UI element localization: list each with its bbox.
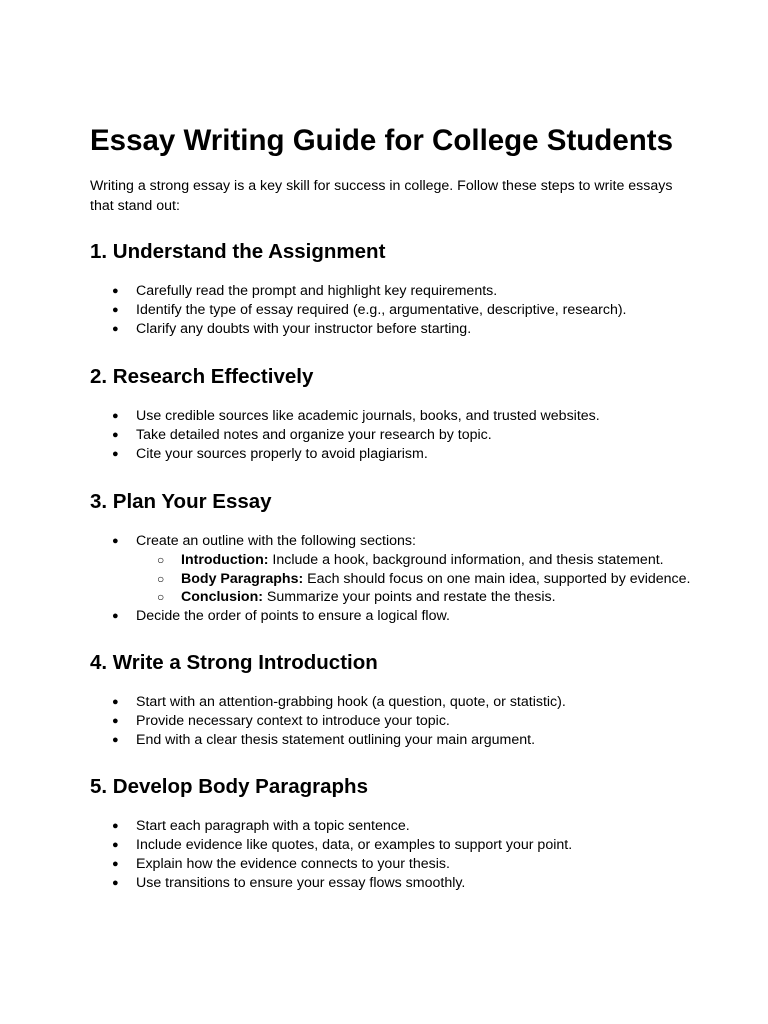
list-item: ● Start each paragraph with a topic sentence. [112,818,410,834]
list-item: ● Take detailed notes and organize your research by topic. [112,427,492,443]
section-strong-introduction [90,649,690,750]
section-heading: 4. Write a Strong Introduction [90,651,378,674]
bullet-icon: ● [112,820,119,832]
list-item: ● Decide the order of points to ensure a logical flow. [112,607,450,624]
section-understand-assignment [90,238,690,339]
sub-bullet-list [136,551,690,607]
section-body-paragraphs [90,773,690,893]
bullet-icon: ● [112,448,119,460]
section-heading: 2. Research Effectively [90,365,314,388]
intro-paragraph: Writing a strong essay is a key skill for success in college. Follow these steps to write essays that stand out: [90,178,673,214]
bullet-icon: ● [112,429,119,441]
page-title: Essay Writing Guide for College Students [90,124,673,157]
bullet-list [90,532,690,626]
list-item: ● Identify the type of essay required (e.g., argumentative, descriptive, research). [112,302,627,318]
sub-list-item: ○ Body Paragraphs: Each should focus on one main idea, supported by evidence. [157,570,691,587]
section-heading: 3. Plan Your Essay [90,490,272,513]
bullet-list [90,282,690,339]
bullet-list [90,693,690,750]
circle-bullet-icon: ○ [157,553,165,567]
bullet-icon: ● [112,734,119,746]
section-heading: 5. Develop Body Paragraphs [90,775,368,798]
list-item: ● Use credible sources like academic journals, books, and trusted websites. [112,408,600,424]
bullet-icon: ● [112,410,119,422]
bullet-icon: ● [112,323,119,335]
bullet-icon: ● [112,609,119,622]
list-item: ● Provide necessary context to introduce your topic. [112,713,450,729]
list-item: ● Create an outline with the following sections: ○ Introduction: Include a hook, background information, and thesis statement. ○ Body Paragraphs: Each should focus on one main idea, supported by evidence. ○ Conclusion: Summarize your points and restate the thesis. [90,532,690,607]
bullet-list [90,407,690,464]
list-item: ● Explain how the evidence connects to your thesis. [112,856,450,872]
list-item: ● Clarify any doubts with your instructor before starting. [112,321,472,337]
circle-bullet-icon: ○ [157,590,165,604]
section-research-effectively [90,363,690,464]
section-plan-essay [90,488,690,626]
bullet-icon: ● [112,839,119,851]
list-item: ● Use transitions to ensure your essay flows smoothly. [112,875,466,891]
section-heading: 1. Understand the Assignment [90,240,386,263]
list-item: ● Cite your sources properly to avoid plagiarism. [112,446,428,462]
bullet-list [90,817,690,893]
sub-list-item: ○ Conclusion: Summarize your points and restate the thesis. [157,589,556,605]
bullet-icon: ● [112,304,119,316]
bullet-icon: ● [112,285,119,297]
bullet-icon: ● [112,715,119,727]
bullet-icon: ● [112,858,119,870]
bullet-icon: ● [112,877,119,889]
bullet-icon: ● [112,535,119,547]
list-item: ● Include evidence like quotes, data, or examples to support your point. [112,837,573,853]
sub-list-item: ○ Introduction: Include a hook, background information, and thesis statement. [157,552,664,568]
list-item: ● End with a clear thesis statement outlining your main argument. [112,732,536,748]
list-item: ● Start with an attention-grabbing hook (a question, quote, or statistic). [112,694,566,710]
bullet-icon: ● [112,696,119,708]
list-item: ● Carefully read the prompt and highlight key requirements. [112,283,498,299]
circle-bullet-icon: ○ [157,571,165,586]
